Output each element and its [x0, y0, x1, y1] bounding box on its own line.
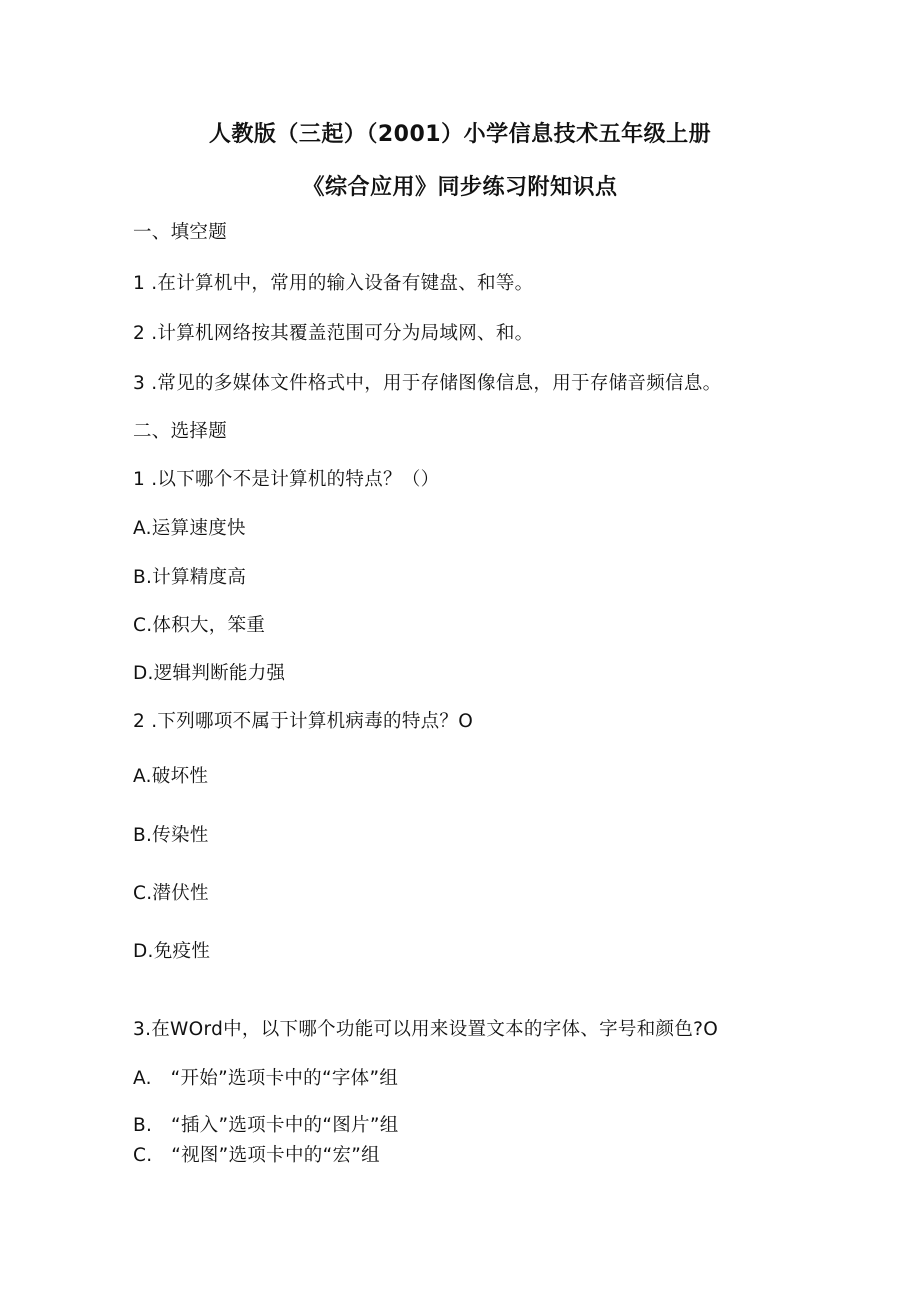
choice-question-3: 3.在WOrd中，以下哪个功能可以用来设置文本的字体、字号和颜色?O	[133, 1019, 719, 1040]
choice-q3-option-b: B. “插入”选项卡中的“图片”组	[133, 1115, 399, 1136]
choice-q2-option-c: C.潜伏性	[133, 883, 209, 904]
choice-q1-option-d: D.逻辑判断能力强	[133, 663, 286, 684]
document-title-line1: 人教版（三起）（2001）小学信息技术五年级上册	[208, 122, 712, 147]
choice-q1-option-b: B.计算精度高	[133, 567, 247, 588]
fill-blank-question-2: 2 .计算机网络按其覆盖范围可分为局域网、和。	[133, 323, 534, 344]
fill-blank-question-1: 1 .在计算机中，常用的输入设备有键盘、和等。	[133, 273, 534, 294]
choice-q3-option-a: A. “开始”选项卡中的“字体”组	[133, 1068, 399, 1089]
section-heading-multiple-choice: 二、选择题	[133, 421, 228, 442]
fill-blank-question-3: 3 .常见的多媒体文件格式中，用于存储图像信息，用于存储音频信息。	[133, 373, 722, 394]
document-title-line2: 《综合应用》同步练习附知识点	[302, 175, 618, 200]
choice-q2-option-a: A.破坏性	[133, 766, 209, 787]
choice-question-2: 2 .下列哪项不属于计算机病毒的特点？O	[133, 711, 474, 732]
choice-question-1: 1 .以下哪个不是计算机的特点？（）	[133, 469, 440, 490]
section-heading-fill-blank: 一、填空题	[133, 222, 228, 243]
choice-q2-option-b: B.传染性	[133, 825, 209, 846]
choice-q2-option-d: D.免疫性	[133, 941, 211, 962]
choice-q1-option-c: C.体积大，笨重	[133, 615, 266, 636]
choice-q3-option-c: C. “视图”选项卡中的“宏”组	[133, 1145, 380, 1166]
choice-q1-option-a: A.运算速度快	[133, 518, 246, 539]
